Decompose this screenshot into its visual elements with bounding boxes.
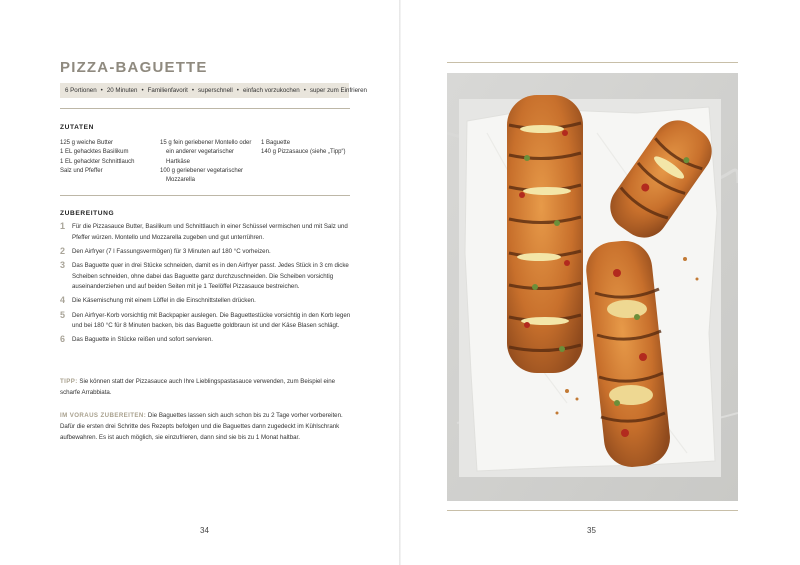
tip-label: TIPP: (60, 378, 78, 385)
make-ahead-text: Die Baguettes lassen sich auch schon bis zu 2 Tage vorher vorbereiten. Dafür die ersten drei Schritte des Rezepts befolgen und die Baguettes dann zugedeckt im Kühlschrank aufbewahren. Es ist auch möglich, sie einzufrieren, dann sind sie bis zu 1 Monat haltbar. (60, 412, 343, 441)
step-item (60, 222, 355, 243)
tip-note (60, 376, 355, 398)
recipe-title: PIZZA-BAGUETTE (60, 59, 208, 76)
tag-quick: superschnell (198, 87, 233, 94)
make-ahead-note (60, 410, 355, 443)
ingredient-line: 1 EL gehackter Schnittlauch (60, 158, 135, 165)
tag-separator: • (100, 87, 103, 94)
step-number: 3 (60, 259, 66, 270)
tag-separator: • (303, 87, 306, 94)
tip-text: Sie können statt der Pizzasauce auch Ihre Lieblingspastasauce verwenden, zum Beispiel eine scharfe Arrabbiata. (60, 378, 336, 396)
step-number: 2 (60, 245, 66, 256)
step-item (60, 247, 355, 258)
step-text: Für die Pizzasauce Butter, Basilikum und Schnittlauch in einer Schüssel vermischen und mit Salz und Pfeffer würzen. Montello und Mozzarella zugeben und gut unterrühren. (72, 223, 348, 241)
ingredients-column-2 (160, 139, 251, 185)
ingredient-line: 1 Baguette (261, 140, 291, 146)
ingredient-line: Mozzarella (166, 177, 196, 184)
recipe-tags-bar (60, 83, 367, 98)
step-number: 6 (60, 334, 66, 345)
step-item (60, 311, 355, 332)
pizza-baguette-photo (447, 73, 738, 501)
ingredient-line: 15 g fein geriebener Montello oder (160, 140, 252, 146)
step-text: Die Käsemischung mit einem Löffel in die Einschnittstellen drücken. (72, 297, 256, 305)
step-number: 1 (60, 221, 66, 231)
ingredient-line: 140 g Pizzasauce (siehe „Tipp“) (261, 149, 346, 156)
divider (60, 195, 350, 196)
step-text: Das Baguette quer in drei Stücke schneiden, damit es in den Airfryer passt. Jedes Stück in 3 cm dicke Scheiben schneiden, ohne dabei das Baguette ganz durchzuschneiden. Die Scheiben vorsichtig auseinanderziehen und auf beiden Seiten mit je 1 Teelöffel Pizzasauce bestreichen. (72, 261, 349, 291)
ingredient-line: ein anderer vegetarischer (166, 149, 235, 156)
ingredient-line: 125 g weiche Butter (60, 140, 114, 146)
tag-family: Familienfavorit (147, 87, 188, 94)
page-number-right: 35 (587, 526, 596, 535)
step-text: Den Airfryer (7 l Fassungsvermögen) für 3 Minuten auf 180 °C vorheizen. (72, 247, 271, 255)
step-item (60, 261, 355, 293)
ingredient-line: 100 g geriebener vegetarischer (160, 167, 244, 174)
step-text: Den Airfryer-Korb vorsichtig mit Backpapier auslegen. Die Baguettestücke vorsichtig in den Korb legen und bei 180 °C für 8 Minuten backen, bis das Baguette goldbraun ist und der Käse Blasen schlägt. (72, 311, 351, 330)
photo-top-rule (447, 62, 738, 63)
make-ahead-label: IM VORAUS ZUBEREITEN: (60, 412, 147, 419)
method-heading: ZUBEREITUNG (60, 210, 115, 217)
step-number: 5 (60, 309, 66, 320)
book-spine (399, 0, 401, 565)
tag-separator: • (141, 87, 144, 94)
step-item (60, 296, 355, 307)
step-item (60, 335, 355, 346)
tag-separator: • (236, 87, 239, 94)
method-steps (60, 222, 355, 350)
page-number-left: 34 (200, 526, 209, 535)
tag-freezable: super zum Einfrieren (309, 87, 367, 94)
ingredient-line: 1 EL gehacktes Basilikum (60, 149, 129, 156)
ingredient-line: Salz und Pfeffer (60, 167, 103, 174)
tag-make-ahead: einfach vorzukochen (242, 87, 300, 94)
divider (60, 108, 350, 109)
ingredients-column-3 (261, 139, 345, 158)
ingredient-line: Hartkäse (166, 158, 191, 165)
ingredients-heading: ZUTATEN (60, 124, 94, 131)
tag-separator: • (191, 87, 195, 94)
tag-time: 20 Minuten (106, 87, 138, 94)
ingredients-column-1 (60, 139, 135, 176)
photo-bottom-rule (447, 510, 738, 511)
step-number: 4 (60, 295, 66, 306)
step-text: Das Baguette in Stücke reißen und sofort servieren. (72, 336, 213, 344)
tag-portions: 6 Portionen (65, 87, 97, 94)
